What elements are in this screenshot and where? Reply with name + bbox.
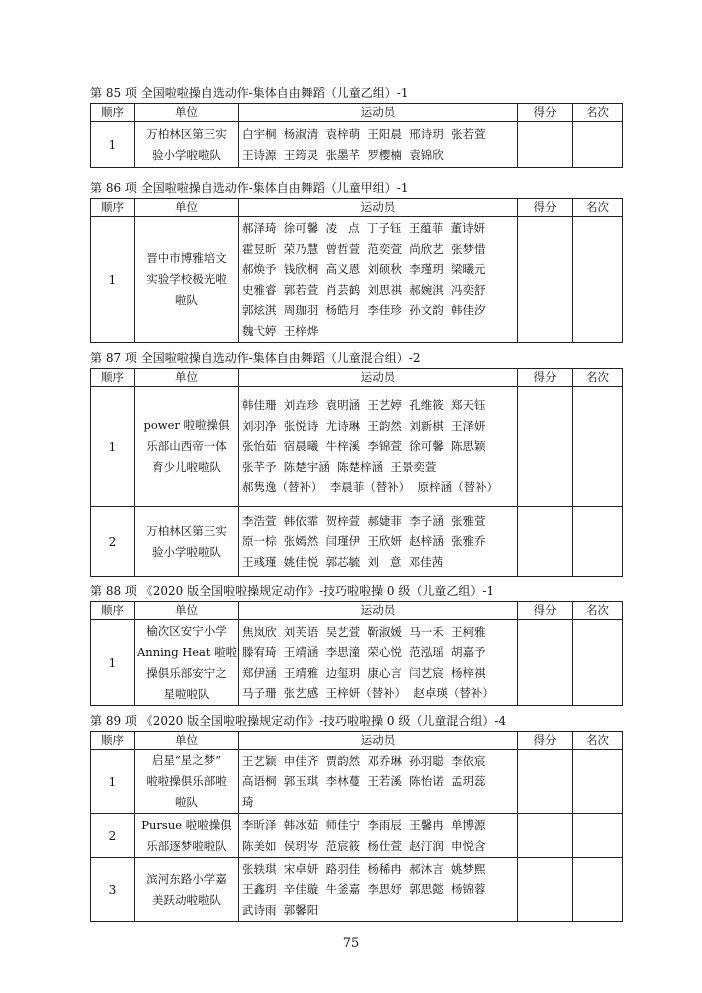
event-title: 第 87 项 全国啦啦操自选动作-集体自由舞蹈（儿童混合组）-2 [90, 351, 421, 365]
athletes-line: 刘羽净 张悦诗 尤诗琳 王韵然 刘新棋 王泽妍 [242, 418, 486, 433]
event-title: 第 88 项 《2020 版全国啦啦操规定动作》-技巧啦啦操 0 级（儿童乙组）-1 [90, 584, 495, 598]
unit-line: 啦啦操俱乐部啦 [146, 774, 227, 788]
order-cell: 1 [91, 750, 135, 814]
event-section [90, 86, 622, 168]
unit-cell [135, 858, 239, 922]
score-cell [518, 620, 573, 706]
athletes-line: 郑伊涵 王靖雅 边玺玥 康心言 闫艺宸 杨梓祺 [242, 665, 486, 680]
unit-line: 啦队 [175, 293, 198, 307]
table-row [91, 620, 623, 706]
score-cell [518, 507, 573, 577]
unit-line: 晋中市博雅培文 [146, 251, 227, 265]
header-row [91, 602, 623, 620]
event-section [90, 181, 622, 343]
order-header: 顺序 [91, 602, 135, 620]
rank-cell [573, 122, 623, 168]
athletes-header: 运动员 [239, 369, 518, 387]
entry-table [90, 731, 623, 922]
unit-line: 榆次区安宁小学 [146, 623, 227, 638]
athletes-line: 魏弋婷 王梓烨 [242, 323, 319, 338]
score-cell [518, 122, 573, 168]
rank-cell [573, 507, 623, 577]
unit-line: 万柏林区第三实 [146, 126, 227, 141]
event-title: 第 89 项 《2020 版全国啦啦操规定动作》-技巧啦啦操 0 级（儿童混合组）-4 [90, 714, 507, 728]
unit-cell [135, 750, 239, 814]
athletes-line: 滕宥琦 王靖涵 李思潼 荣心悦 范泓瑶 胡嘉予 [242, 645, 486, 659]
event-title: 第 85 项 全国啦啦操自选动作-集体自由舞蹈（儿童乙组）-1 [90, 86, 409, 100]
unit-header: 单位 [135, 199, 239, 217]
rank-header: 名次 [573, 732, 623, 750]
score-header: 得分 [518, 104, 573, 122]
rank-cell [573, 814, 623, 858]
score-cell [518, 858, 573, 922]
athletes-header: 运动员 [239, 732, 518, 750]
unit-line: Anning Heat 啦啦 [137, 644, 238, 659]
score-header: 得分 [518, 199, 573, 217]
unit-line: 验小学啦啦队 [152, 544, 221, 559]
athletes-line: 霍昱昕 荣乃慧 曾哲萱 范奕萱 尚欣艺 张梦惜 [242, 241, 486, 256]
unit-line: Pursue 啦啦操俱 [141, 817, 232, 832]
athletes-line: 焦岚欣 刘芙语 吴艺萱 靳淑媛 马一禾 王柯雅 [242, 624, 486, 639]
order-cell: 2 [91, 507, 135, 577]
athletes-cell [239, 507, 518, 577]
unit-header: 单位 [135, 732, 239, 750]
event-title: 第 86 项 全国啦啦操自选动作-集体自由舞蹈（儿童甲组）-1 [90, 181, 409, 195]
order-cell: 2 [91, 814, 135, 858]
athletes-line: 王诗源 王筠灵 张墨芊 罗樱楠 袁锦欣 [242, 147, 444, 162]
athletes-line: 张轶琪 宋卓妍 路羽佳 杨稀冉 郝沐言 姚梦熙 [242, 861, 486, 876]
order-header: 顺序 [91, 104, 135, 122]
unit-line: 育少儿啦啦队 [152, 460, 221, 474]
athletes-line: 韩佳珊 刘垚珍 袁明涵 王艺婷 孔维筱 郑天钰 [242, 398, 486, 413]
entry-table [90, 601, 623, 706]
unit-cell [135, 387, 239, 507]
score-header: 得分 [518, 732, 573, 750]
athletes-cell [239, 858, 518, 922]
score-header: 得分 [518, 369, 573, 387]
order-cell: 1 [91, 217, 135, 343]
athletes-line: 原一棕 张嫣然 闫瑾伊 王欣妍 赵梓涵 张雅乔 [242, 534, 486, 549]
athletes-cell [239, 122, 518, 168]
athletes-line: 王鑫玥 辛佳璇 牛釜嘉 李思妤 郭思懿 杨锦蓉 [242, 882, 486, 897]
order-header: 顺序 [91, 732, 135, 750]
unit-line: 滨河东路小学嘉 [146, 871, 227, 886]
athletes-line: 王艺颖 申佳齐 贾韵然 邓乔琳 孙羽聪 李依宸 [242, 753, 486, 768]
score-cell [518, 814, 573, 858]
unit-line: 星啦啦队 [163, 686, 210, 701]
unit-cell [135, 814, 239, 858]
rank-cell [573, 750, 623, 814]
page-number: 75 [342, 936, 360, 951]
athletes-header: 运动员 [239, 199, 518, 217]
entry-table [90, 368, 623, 577]
unit-cell [135, 620, 239, 706]
unit-header: 单位 [135, 369, 239, 387]
unit-line: power 啦啦操俱 [143, 418, 230, 432]
unit-line: 美跃动啦啦队 [152, 892, 221, 907]
athletes-line: 史雅睿 郭若萱 肖芸鹤 刘思祺 郝婉淇 冯奕舒 [242, 282, 486, 297]
athletes-line: 李浩萱 韩依霏 贺梓萱 郝婕菲 李子涵 张雅萱 [242, 513, 486, 528]
rank-cell [573, 217, 623, 343]
score-cell [518, 387, 573, 507]
table-row [91, 217, 623, 343]
rank-header: 名次 [573, 199, 623, 217]
athletes-cell [239, 814, 518, 858]
score-cell [518, 750, 573, 814]
athletes-line: 高语桐 郭玉琪 李林蔓 王若溪 陈怡诺 孟玥蕊 [242, 774, 486, 789]
athletes-line: 郝隽逸（替补） 李晨菲（替补） 原梓涵（替补） [242, 480, 499, 495]
table-row [91, 387, 623, 507]
score-header: 得分 [518, 602, 573, 620]
rank-cell [573, 620, 623, 706]
header-row [91, 104, 623, 122]
header-row [91, 199, 623, 217]
entry-table [90, 103, 623, 168]
unit-line: 乐部逐梦啦啦队 [146, 838, 227, 853]
athletes-line: 张芊予 陈楚宇涵 陈楚梓涵 王景奕萱 [242, 459, 437, 474]
header-row [91, 369, 623, 387]
unit-line: 操俱乐部安宁之 [146, 665, 227, 680]
unit-cell [135, 217, 239, 343]
entry-table [90, 198, 623, 343]
athletes-line: 马子珊 张艺感 王梓妍（替补） 赵卓瑛（替补） [242, 686, 494, 700]
athletes-cell [239, 750, 518, 814]
order-cell: 1 [91, 387, 135, 507]
event-section [90, 714, 622, 922]
athletes-line: 李昕泽 韩冰茹 师佳宁 李雨辰 王馨冉 单博源 [242, 818, 486, 832]
unit-line: 万柏林区第三实 [146, 523, 227, 538]
athletes-line: 琦 [242, 794, 254, 809]
table-row [91, 122, 623, 168]
unit-header: 单位 [135, 602, 239, 620]
athletes-line: 王彧瑾 姚佳悦 郭芯毓 刘 意 邓佳茜 [242, 554, 444, 569]
unit-line: 验小学啦啦队 [152, 147, 221, 162]
score-cell [518, 217, 573, 343]
order-cell: 3 [91, 858, 135, 922]
unit-line: 实验学校极光啦 [146, 272, 227, 286]
table-row [91, 750, 623, 814]
athletes-line: 陈美如 侯玥岑 范宸筱 杨仕萱 赵汀润 申悦含 [242, 838, 486, 853]
rank-cell [573, 858, 623, 922]
order-cell: 1 [91, 122, 135, 168]
order-header: 顺序 [91, 199, 135, 217]
order-cell: 1 [91, 620, 135, 706]
event-section [90, 351, 622, 577]
unit-line: 启星“星之梦” [151, 753, 222, 767]
athletes-line: 郭炫淇 周珈羽 杨皓月 李佳珍 孙文韵 韩佳汐 [242, 303, 486, 317]
table-row [91, 814, 623, 858]
athletes-cell [239, 217, 518, 343]
unit-cell [135, 122, 239, 168]
order-header: 顺序 [91, 369, 135, 387]
rank-header: 名次 [573, 602, 623, 620]
athletes-line: 武诗雨 郭馨阳 [242, 902, 319, 917]
unit-line: 啦队 [175, 795, 198, 809]
rank-cell [573, 387, 623, 507]
event-section [90, 584, 622, 706]
athletes-cell [239, 620, 518, 706]
athletes-line: 张怡茹 宿晨曦 牛梓溪 李锦萱 徐可馨 陈思颖 [242, 439, 486, 454]
unit-cell [135, 507, 239, 577]
athletes-header: 运动员 [239, 602, 518, 620]
unit-line: 乐部山西帝一体 [146, 439, 227, 453]
header-row [91, 732, 623, 750]
athletes-cell [239, 387, 518, 507]
athletes-line: 白宇桐 杨淑清 袁梓萌 王阳晨 邢诗玥 张若萱 [242, 127, 486, 141]
rank-header: 名次 [573, 104, 623, 122]
unit-header: 单位 [135, 104, 239, 122]
athletes-header: 运动员 [239, 104, 518, 122]
table-row [91, 507, 623, 577]
table-row [91, 858, 623, 922]
rank-header: 名次 [573, 369, 623, 387]
athletes-line: 郝焕予 钱欣桐 高义恩 刘硕秋 李瑾玥 梁曦元 [242, 262, 486, 276]
athletes-line: 郝泽琦 徐可馨 凌 点 丁子钰 王蕴菲 董诗妍 [242, 221, 486, 235]
